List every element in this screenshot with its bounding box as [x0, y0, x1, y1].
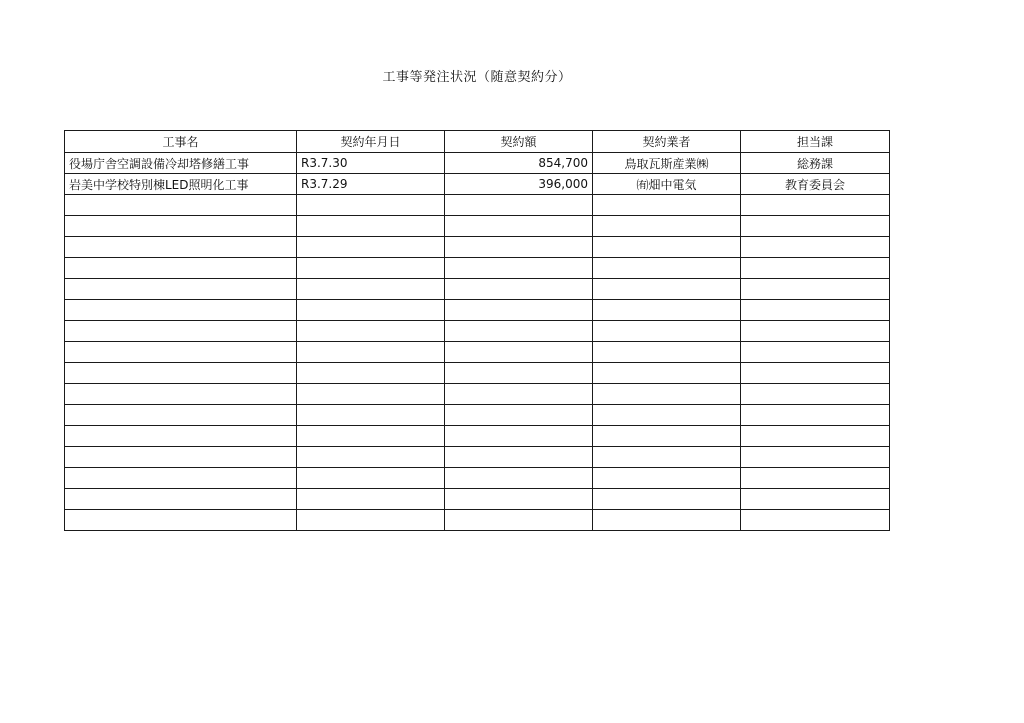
empty-cell [65, 426, 297, 447]
empty-cell [65, 237, 297, 258]
empty-cell [741, 237, 890, 258]
empty-table-row [65, 342, 890, 363]
empty-cell [593, 363, 741, 384]
empty-cell [297, 321, 445, 342]
empty-cell [593, 195, 741, 216]
empty-cell [297, 195, 445, 216]
empty-cell [593, 258, 741, 279]
empty-cell [593, 237, 741, 258]
empty-cell [65, 447, 297, 468]
empty-cell [741, 300, 890, 321]
empty-cell [741, 216, 890, 237]
empty-cell [741, 258, 890, 279]
empty-table-row [65, 258, 890, 279]
empty-cell [741, 468, 890, 489]
empty-cell [65, 216, 297, 237]
empty-cell [297, 216, 445, 237]
empty-cell [445, 447, 593, 468]
work-name-cell: 役場庁舎空調設備冷却塔修繕工事 [65, 153, 297, 174]
empty-table-row [65, 447, 890, 468]
work-name-cell: 岩美中学校特別棟LED照明化工事 [65, 174, 297, 195]
header-work-name: 工事名 [65, 131, 297, 153]
empty-cell [445, 216, 593, 237]
empty-table-row [65, 195, 890, 216]
empty-cell [297, 447, 445, 468]
empty-cell [65, 195, 297, 216]
empty-cell [741, 195, 890, 216]
empty-cell [297, 342, 445, 363]
empty-cell [741, 510, 890, 531]
empty-table-row [65, 405, 890, 426]
empty-cell [593, 384, 741, 405]
empty-cell [445, 342, 593, 363]
empty-cell [741, 321, 890, 342]
header-contract-date: 契約年月日 [297, 131, 445, 153]
empty-cell [593, 468, 741, 489]
empty-table-row [65, 237, 890, 258]
empty-cell [741, 426, 890, 447]
empty-table-row [65, 279, 890, 300]
empty-cell [593, 447, 741, 468]
empty-cell [297, 384, 445, 405]
document-title: 工事等発注状況（随意契約分） [382, 70, 572, 85]
empty-cell [741, 363, 890, 384]
empty-cell [65, 363, 297, 384]
empty-cell [65, 405, 297, 426]
empty-cell [297, 468, 445, 489]
empty-cell [445, 321, 593, 342]
empty-cell [445, 237, 593, 258]
empty-table-row [65, 468, 890, 489]
department-cell: 総務課 [741, 153, 890, 174]
empty-cell [65, 510, 297, 531]
header-department: 担当課 [741, 131, 890, 153]
empty-cell [297, 363, 445, 384]
empty-cell [593, 510, 741, 531]
empty-cell [445, 510, 593, 531]
empty-table-row [65, 321, 890, 342]
empty-cell [65, 258, 297, 279]
empty-cell [65, 489, 297, 510]
empty-cell [65, 342, 297, 363]
empty-table-row [65, 426, 890, 447]
empty-table-row [65, 216, 890, 237]
empty-cell [741, 279, 890, 300]
contractor-cell: ㈲畑中電気 [593, 174, 741, 195]
table-header-row [65, 131, 890, 153]
department-cell: 教育委員会 [741, 174, 890, 195]
empty-cell [593, 216, 741, 237]
contractor-cell: 鳥取瓦斯産業㈱ [593, 153, 741, 174]
empty-cell [297, 489, 445, 510]
empty-table-row [65, 363, 890, 384]
empty-cell [593, 321, 741, 342]
empty-cell [593, 342, 741, 363]
table-row [65, 174, 890, 195]
table-row [65, 153, 890, 174]
empty-cell [297, 237, 445, 258]
empty-cell [65, 384, 297, 405]
empty-table-row [65, 489, 890, 510]
empty-cell [445, 300, 593, 321]
empty-cell [445, 468, 593, 489]
empty-cell [445, 489, 593, 510]
empty-cell [741, 447, 890, 468]
empty-cell [593, 300, 741, 321]
empty-table-row [65, 300, 890, 321]
empty-table-row [65, 384, 890, 405]
empty-cell [445, 195, 593, 216]
contract-date-cell: R3.7.30 [297, 153, 445, 174]
contract-table [64, 130, 890, 531]
empty-cell [297, 426, 445, 447]
contract-amount-cell: 854,700 [445, 153, 593, 174]
empty-cell [741, 342, 890, 363]
empty-cell [593, 489, 741, 510]
empty-cell [65, 300, 297, 321]
empty-cell [297, 510, 445, 531]
empty-cell [593, 279, 741, 300]
empty-cell [297, 258, 445, 279]
empty-cell [445, 426, 593, 447]
empty-cell [65, 468, 297, 489]
empty-cell [297, 300, 445, 321]
header-contractor: 契約業者 [593, 131, 741, 153]
empty-cell [593, 426, 741, 447]
empty-cell [741, 384, 890, 405]
empty-cell [741, 489, 890, 510]
empty-cell [65, 321, 297, 342]
empty-cell [741, 405, 890, 426]
empty-cell [445, 363, 593, 384]
empty-cell [297, 279, 445, 300]
empty-cell [445, 405, 593, 426]
empty-cell [445, 279, 593, 300]
contract-amount-cell: 396,000 [445, 174, 593, 195]
empty-cell [445, 258, 593, 279]
empty-cell [445, 384, 593, 405]
empty-table-row [65, 510, 890, 531]
empty-cell [65, 279, 297, 300]
contract-date-cell: R3.7.29 [297, 174, 445, 195]
empty-cell [297, 405, 445, 426]
header-contract-amount: 契約額 [445, 131, 593, 153]
empty-cell [593, 405, 741, 426]
